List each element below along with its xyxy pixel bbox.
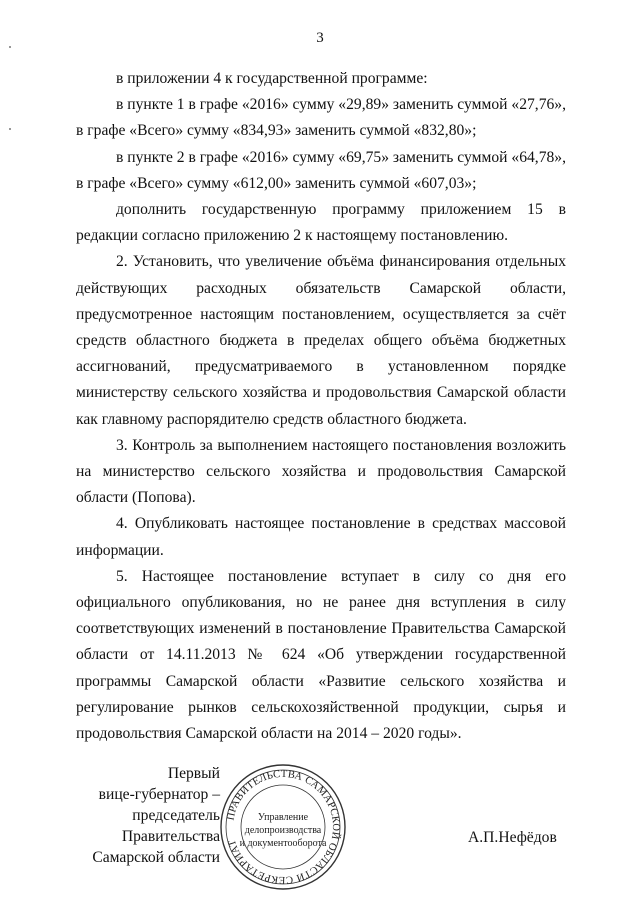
paragraph: в пункте 2 в графе «2016» сумму «69,75» заменить суммой «64,78», в графе «Всего» сумму «612,00» заменить суммой «607,03»; [76,148,566,192]
seal-center-line: делопроизводства [244,825,322,836]
signatory-title [60,763,220,868]
signatory-title-line: Первый [167,765,220,782]
paragraph: 4. Опубликовать настоящее постановление в средствах массовой информации. [76,515,566,559]
paragraph: дополнить государственную программу приложением 15 в редакции согласно приложению 2 к настоящему постановлению. [76,201,566,245]
paragraph: 5. Настоящее постановление вступает в силу со дня его официального опубликования, но не ранее дня вступления в силу соответствующих изменений в постановление Правительства Самарской области от 14.11.2013 № 624 «Об утверждении государственной программы Самарской области «Развитие сельского хозяйства и регулирование рынков сельскохозяйственной продукции, сырья и продовольствия Самарской области на 2014 – 2020 годы». [76,567,566,743]
paragraph: 2. Установить, что увеличение объёма финансирования отдельных действующих расходных обязательств Самарской области, предусмотренное настоящим постановлением, осуществляется за счёт средств областного бюджета в пределах общего объёма бюджетных ассигнований, предусматриваемого в установленном порядке министерству сельского хозяйства и продовольствия Самарской области как главному распорядителю средств областного бюджета. [76,253,566,428]
scan-speck [9,128,11,130]
signatory-title-line: вице-губернатор – [98,786,220,803]
paragraph: в пункте 1 в графе «2016» сумму «29,89» заменить суммой «27,76», в графе «Всего» сумму «834,93» заменить суммой «832,80»; [76,96,566,140]
paragraph: 3. Контроль за выполнением настоящего постановления возложить на министерство сельского хозяйства и продовольствия Самарской области (Попова). [76,436,566,507]
seal-center-line: и документооборота [239,838,327,849]
document-body [76,66,566,747]
page-number: 3 [316,30,324,46]
seal-ring-text: ПРАВИТЕЛЬСТВА САМАРСКОЙ ОБЛАСТИ СЕКРЕТАРИАТ [225,768,342,886]
official-seal [218,762,348,892]
signatory-title-line: Самарской области [92,849,220,866]
seal-center-line: Управление [257,812,309,823]
paragraph: в приложении 4 к государственной программе: [116,70,428,87]
signatory-name: А.П.Нефёдов [468,829,557,846]
signatory-title-line: председатель Правительства [121,807,220,845]
